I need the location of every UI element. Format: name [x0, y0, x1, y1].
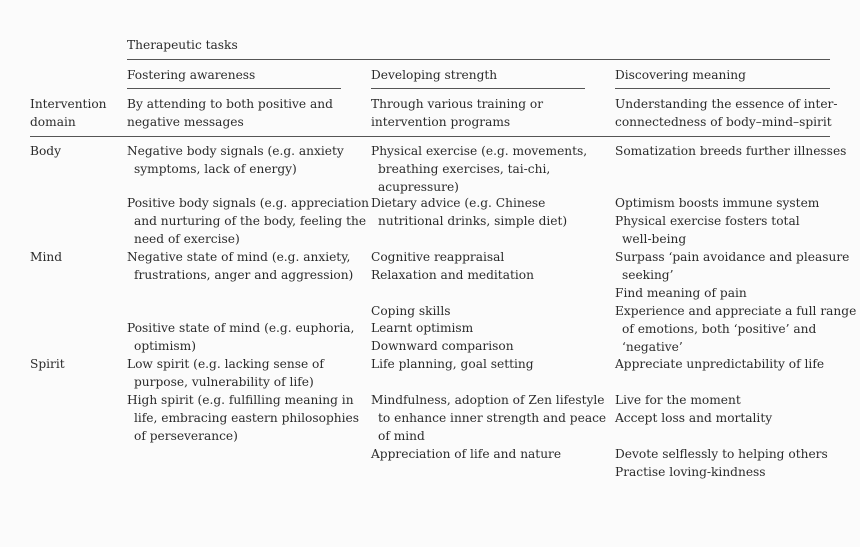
cell-meaning-body-exercise: Physical exercise fosters total well-being [615, 214, 800, 246]
cell-awareness-body-positive: Positive body signals (e.g. appreciation and nurturing of the body, feeling the need of exercise) [127, 196, 370, 246]
cell-meaning-spirit-devote: Devote selflessly to helping others [615, 447, 828, 461]
column-desc-meaning: Understanding the essence of inter- connectedness of body–mind–spirit [615, 97, 838, 129]
cell-awareness-spirit-high: High spirit (e.g. fulfilling meaning in life, embracing eastern philosophies of perseverance) [127, 393, 359, 443]
cell-meaning-spirit-kindness: Practise loving-kindness [615, 465, 766, 479]
cell-awareness-mind-negative: Negative state of mind (e.g. anxiety, frustrations, anger and aggression) [127, 250, 354, 282]
column-rule-meaning [615, 88, 830, 89]
domain-body: Body [30, 144, 61, 158]
cell-meaning-mind-pain: Find meaning of pain [615, 286, 747, 300]
cell-strength-mind-optimism: Learnt optimism [371, 321, 474, 335]
cell-meaning-mind-surpass: Surpass ‘pain avoidance and pleasure seeking’ [615, 250, 850, 282]
cell-strength-spirit-planning: Life planning, goal setting [371, 357, 534, 371]
cell-meaning-body-somatization: Somatization breeds further illnesses [615, 144, 847, 158]
cell-awareness-body-negative: Negative body signals (e.g. anxiety symptoms, lack of energy) [127, 144, 344, 176]
column-header-meaning: Discovering meaning [615, 68, 746, 82]
title-rule [127, 59, 830, 60]
cell-strength-mind-coping: Coping skills [371, 304, 451, 318]
cell-strength-mind-comparison: Downward comparison [371, 339, 514, 353]
header-bottom-rule [30, 136, 830, 137]
cell-strength-mind-reappraisal: Cognitive reappraisal [371, 250, 505, 264]
cell-meaning-spirit-loss: Accept loss and mortality [615, 411, 773, 425]
row-header-line: domain [30, 115, 76, 129]
cell-strength-spirit-appreciation: Appreciation of life and nature [371, 447, 562, 461]
row-header [30, 95, 107, 131]
column-header-strength: Developing strength [371, 68, 498, 82]
column-header-awareness: Fostering awareness [127, 68, 256, 82]
cell-meaning-spirit-moment: Live for the moment [615, 393, 741, 407]
cell-strength-body-diet: Dietary advice (e.g. Chinese nutritional drinks, simple diet) [371, 196, 568, 228]
table-title: Therapeutic tasks [127, 38, 238, 52]
cell-meaning-mind-emotions: Experience and appreciate a full range of emotions, both ‘positive’ and ‘negative’ [615, 304, 857, 354]
column-rule-awareness [127, 88, 341, 89]
cell-meaning-body-optimism: Optimism boosts immune system [615, 196, 820, 210]
column-desc-strength: Through various training or intervention programs [371, 97, 544, 129]
cell-meaning-spirit-unpredictability: Appreciate unpredictability of life [615, 357, 825, 371]
column-desc-awareness: By attending to both positive and negative messages [127, 97, 333, 129]
cell-strength-body-exercise: Physical exercise (e.g. movements, breathing exercises, tai-chi, acupressure) [371, 144, 588, 194]
cell-strength-mind-relaxation: Relaxation and meditation [371, 268, 534, 282]
cell-awareness-mind-positive: Positive state of mind (e.g. euphoria, optimism) [127, 321, 355, 353]
cell-strength-spirit-mindfulness: Mindfulness, adoption of Zen lifestyle to enhance inner strength and peace of mind [371, 393, 607, 443]
cell-awareness-spirit-low: Low spirit (e.g. lacking sense of purpose, vulnerability of life) [127, 357, 324, 389]
column-rule-strength [371, 88, 585, 89]
domain-mind: Mind [30, 250, 63, 264]
domain-spirit: Spirit [30, 357, 65, 371]
row-header-line: Intervention [30, 97, 107, 111]
